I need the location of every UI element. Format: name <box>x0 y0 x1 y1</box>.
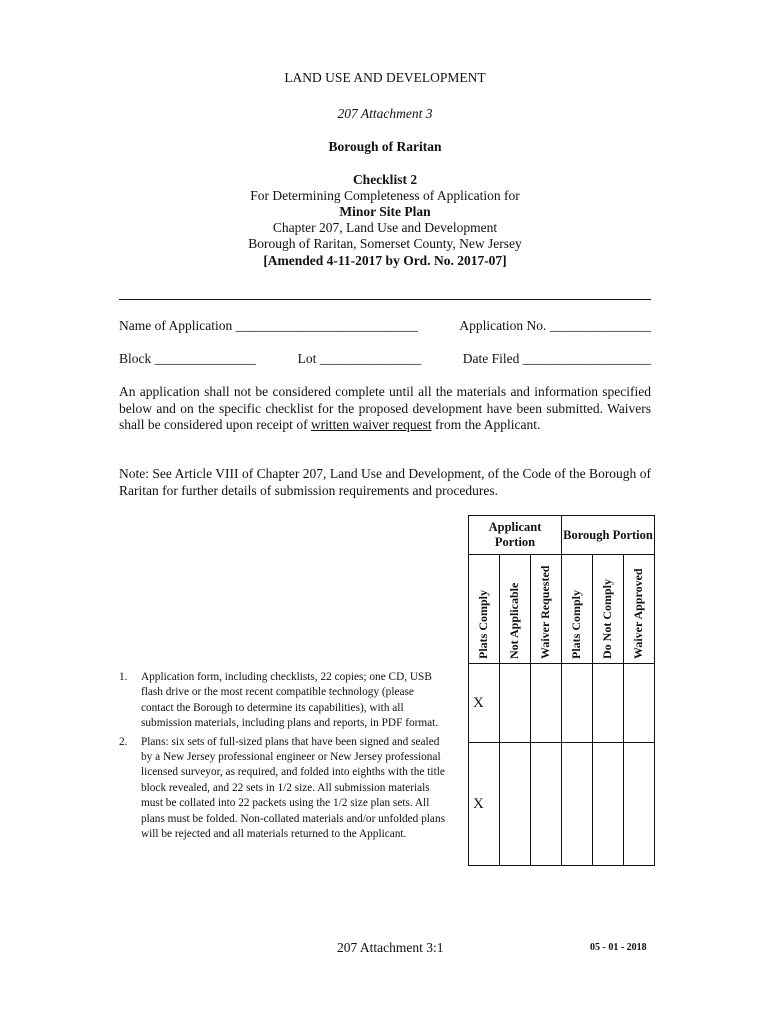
checkbox-cell[interactable] <box>624 743 655 866</box>
note-paragraph: Note: See Article VIII of Chapter 207, Land Use and Development, of the Code of the Borough of Raritan for further details of submission requirements and procedures. <box>119 466 651 498</box>
block-lot-date-row <box>119 351 651 367</box>
column-label: Plats Comply <box>476 590 490 659</box>
table-row <box>469 743 655 866</box>
checkbox-cell[interactable] <box>593 743 624 866</box>
lot-field[interactable] <box>298 351 421 367</box>
item-text: Plans: six sets of full-sized plans that have been signed and sealed by a New Jersey professional engineer or New Jersey professional licensed surveyor, as required, and folded into eighths with the title block revealed, and 22 sets in 1/2 size. All submission materials must be collated into 22 packets using the 1/2 size plan sets. All plans must be folded. Non-collated materials and/or unfolded plans will be rejected and all materials returned to the Applicant. <box>141 735 445 841</box>
block-field[interactable] <box>119 351 256 367</box>
borough-name: Borough of Raritan <box>328 139 442 154</box>
item-number: 1. <box>119 671 128 683</box>
column-label: Not Applicable <box>507 582 521 659</box>
checklist-number: Checklist 2 <box>352 172 418 187</box>
application-name-field[interactable] <box>119 318 418 334</box>
page-footer-date: 05 - 01 - 2018 <box>590 942 647 953</box>
intro-text: An application shall not be considered complete until all the materials and information specified below and on the specific checklist for the proposed development have been submitted. Waivers shall be considered upon receipt of <box>119 384 651 432</box>
applicant-portion-header: Applicant Portion <box>469 516 562 555</box>
column-header-waiver-requested <box>531 555 562 664</box>
document-title: LAND USE AND DEVELOPMENT <box>284 70 486 85</box>
checkbox-cell[interactable] <box>531 743 562 866</box>
application-number-field[interactable] <box>459 318 651 334</box>
column-header-not-applicable <box>500 555 531 664</box>
plan-type: Minor Site Plan <box>339 204 431 219</box>
column-header-do-not-comply <box>593 555 624 664</box>
list-item <box>119 735 449 843</box>
date-filed-label: Date Filed <box>462 351 520 366</box>
application-name-row <box>119 318 651 334</box>
checkbox-cell[interactable] <box>562 743 593 866</box>
lot-label: Lot <box>297 351 317 366</box>
table-row <box>469 664 655 743</box>
column-header-borough-plats-comply <box>562 555 593 664</box>
location-line: Borough of Raritan, Somerset County, New Jersey <box>248 236 522 251</box>
checkbox-cell[interactable] <box>593 664 624 743</box>
checkbox-cell[interactable]: X <box>469 743 500 866</box>
amendment-line: [Amended 4-11-2017 by Ord. No. 2017-07] <box>263 253 507 268</box>
checkbox-cell[interactable] <box>500 664 531 743</box>
column-label: Do Not Comply <box>600 579 614 659</box>
page-footer-number: 207 Attachment 3:1 <box>337 940 444 955</box>
checkbox-cell[interactable] <box>562 664 593 743</box>
column-label: Waiver Approved <box>631 568 645 659</box>
item-number: 2. <box>119 735 128 748</box>
header-divider <box>119 299 651 300</box>
column-label: Waiver Requested <box>538 565 552 659</box>
column-header-plats-comply <box>469 555 500 664</box>
column-header-waiver-approved <box>624 555 655 664</box>
intro-paragraph <box>119 384 651 434</box>
checklist-items <box>119 670 449 842</box>
checkbox-cell[interactable] <box>624 664 655 743</box>
application-name-blank: ___________________________ <box>235 318 418 333</box>
application-number-label: Application No. <box>459 318 547 333</box>
borough-portion-header: Borough Portion <box>562 516 655 555</box>
checklist-purpose: For Determining Completeness of Application for <box>250 188 520 203</box>
checkbox-cell[interactable] <box>531 664 562 743</box>
block-blank: _______________ <box>154 351 256 366</box>
attachment-label: 207 Attachment 3 <box>337 106 433 121</box>
chapter-reference: Chapter 207, Land Use and Development <box>272 220 498 235</box>
checklist-table <box>468 515 655 866</box>
list-item <box>119 670 449 732</box>
item-text: Application form, including checklists, 22 copies; one CD, USB flash drive or the most recent compatible technology (please contact the Borough to determine its capabilities), with all submission materials, including plans and reports, in PDF format. <box>141 671 439 730</box>
date-filed-field[interactable] <box>463 351 651 367</box>
application-name-label: Name of Application <box>119 318 233 333</box>
waiver-request-emphasis: written waiver request <box>310 417 432 432</box>
date-filed-blank: ___________________ <box>522 351 651 366</box>
column-label: Plats Comply <box>569 590 583 659</box>
lot-blank: _______________ <box>319 351 421 366</box>
checkbox-cell[interactable]: X <box>469 664 500 743</box>
checkbox-cell[interactable] <box>500 743 531 866</box>
block-label: Block <box>119 351 152 366</box>
intro-text-end: from the Applicant. <box>431 417 541 432</box>
application-number-blank: _______________ <box>549 318 651 333</box>
